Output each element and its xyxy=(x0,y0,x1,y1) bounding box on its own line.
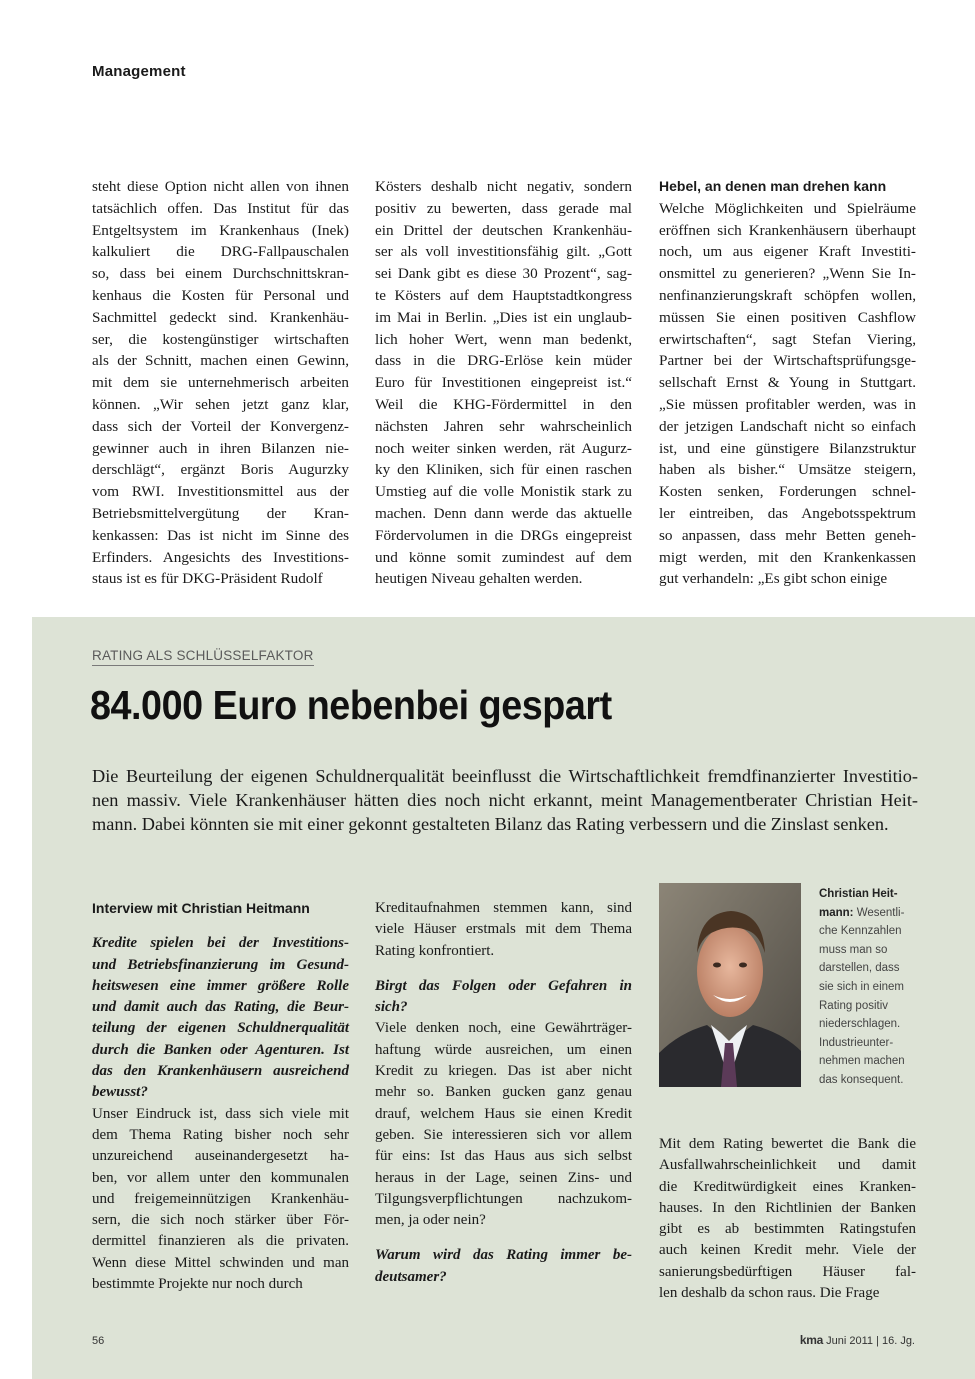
text-line: Kredit zu kriegen. Das ist aber nicht xyxy=(375,1063,632,1080)
text-line: Ausfallwahrscheinlichkeit und damit xyxy=(659,1157,916,1174)
caption-line: das konsequent. xyxy=(819,1073,904,1086)
spacer xyxy=(375,1231,632,1245)
interview-heading: Interview mit Christian Heitmann xyxy=(92,900,310,916)
spacer xyxy=(92,919,349,933)
text-line: ky den Kliniken, sich für einen raschen xyxy=(375,461,632,479)
caption-line: Rating positiv xyxy=(819,999,889,1012)
text-line: ler eintreiben, das Angebotsspektrum xyxy=(659,504,916,522)
text-line: sellschaft Ernst & Young in Stuttgart. xyxy=(659,374,916,392)
interview-column-3 xyxy=(659,1134,916,1304)
text-line: ist, und eine günstigere Bilanzstruktur xyxy=(659,439,916,457)
interview-column-2 xyxy=(375,898,632,1288)
caption-name: Christian Heit- xyxy=(819,888,898,900)
text-line: Kredite spielen bei der Investitions- xyxy=(92,935,349,952)
text-line: mehr so. Banken gucken ganz genau xyxy=(375,1084,632,1101)
top-column-3 xyxy=(659,176,916,590)
text-line: sern, die sich noch stärker über För- xyxy=(92,1212,349,1229)
text-line: Sachmittel gedeckt sind. Krankenhäu- xyxy=(92,308,349,326)
caption-line: Industrieunter- xyxy=(819,1036,894,1049)
text-line: Umstieg auf die volle Monistik stark zu xyxy=(375,483,632,501)
text-line: auch keinen Kredit mehr. Viele der xyxy=(659,1242,916,1259)
text-line: Unser Eindruck ist, dass sich viele mit xyxy=(92,1105,349,1122)
text-line: machen. Denn dann werde das aktuelle xyxy=(375,504,632,522)
text-line: sanierungsbedürftigen Häuser fal- xyxy=(659,1263,916,1280)
text-line: Die Beurteilung der eigenen Schuldnerqualität beeinflusst die Wirtschaftlichkeit fremdfinanzierter Investitio- xyxy=(92,766,918,786)
text-line: Betriebsmittelvergütung der Kran- xyxy=(92,504,349,522)
text-line: positiv zu bewerten, dass gerade mal xyxy=(375,199,632,217)
text-line: dem Thema Rating bisher noch sehr xyxy=(92,1126,349,1143)
text-line: und Betriebsfinanzierung im Gesund- xyxy=(92,956,349,973)
caption-line: muss man so xyxy=(819,943,888,956)
text-line: durch die Banken oder Agenturen. Ist xyxy=(92,1041,349,1058)
text-line: der jetzigen Landschaft nicht so einfach xyxy=(659,417,916,435)
text-line: Erfinders. Angesichts des Investitions- xyxy=(92,548,349,566)
text-line: migt werden, mit den Krankenkassen xyxy=(659,548,916,566)
text-line: nächsten Jahren sehr wahrscheinlich xyxy=(375,417,632,435)
volume: 16. Jg. xyxy=(881,1335,915,1347)
text-line: so, dass bei einem Durchschnittskran- xyxy=(92,265,349,283)
text-line: haben als bisher.“ Umsätze steigern, xyxy=(659,461,916,479)
text-line: erwirtschaften“, sagt Stefan Viering, xyxy=(659,330,916,348)
text-line: als der Schnitt, machen einen Gewinn, xyxy=(92,352,349,370)
text-line: Wenn diese Mittel schwinden und man xyxy=(92,1254,349,1271)
caption-line: darstellen, dass xyxy=(819,962,900,975)
text-line: drauf, welchem Haus sie einen Kredit xyxy=(375,1105,632,1122)
text-line: nen massiv. Viele Krankenhäuser hätten dies noch nicht erkannt, meint Managementberater Christian Heit- xyxy=(92,790,918,810)
text-line: noch weiter sinken werden, rät Augurz- xyxy=(375,439,632,457)
answer-2 xyxy=(375,1018,632,1231)
text-line: bestimmte Projekte nur noch durch xyxy=(92,1276,303,1293)
spacer xyxy=(375,962,632,976)
text-line: gewinner auch in ihren Bilanzen nie- xyxy=(92,439,349,457)
text-line: für eins: Ist das Haus aus sich selbst xyxy=(375,1148,632,1165)
text-line: vom RWI. Investitionsmittel aus der xyxy=(92,483,349,501)
question-2 xyxy=(375,976,632,1019)
caption-line: nehmen machen xyxy=(819,1055,905,1068)
issue-date: Juni 2011 xyxy=(826,1335,873,1347)
text-line: Kosten senken, Forderungen schnel- xyxy=(659,483,916,501)
text-line: Mit dem Rating bewertet die Bank die xyxy=(659,1136,916,1152)
interview-column-1 xyxy=(92,898,349,1295)
text-line: dermittel finanzieren als die privaten. xyxy=(92,1233,349,1250)
text-line: Rating konfrontiert. xyxy=(375,942,495,959)
feature-lead xyxy=(92,764,918,836)
text-line: te Kösters auf dem Hauptstadtkongress xyxy=(375,286,632,304)
text-line: dass in die DRG-Erlöse kein müder xyxy=(375,352,632,370)
text-line: ser als voll investitionsfähig gilt. „Gott xyxy=(375,243,632,261)
text-line: können. „Wir sehen jetzt ganz klar, xyxy=(92,395,349,413)
footer-separator: | xyxy=(876,1335,879,1347)
text-line: deutsamer? xyxy=(375,1268,447,1285)
caption-line: niederschlagen. xyxy=(819,1018,901,1031)
answer-1 xyxy=(92,1104,349,1296)
text-line: sich? xyxy=(375,999,408,1016)
text-line: Entgeltsystem im Krankenhaus (Inek) xyxy=(92,221,349,239)
text-line: kenhaus die Kosten für Personal und xyxy=(92,286,349,304)
text-line: geben. Sie interessieren sich vor allem xyxy=(375,1126,632,1143)
text-line: Weil die KHG-Fördermittel in den xyxy=(375,395,632,413)
top-column-1 xyxy=(92,176,349,590)
text-line: men, ja oder nein? xyxy=(375,1212,486,1229)
caption-line: sie sich in einem xyxy=(819,980,905,993)
caption-line: che Kennzahlen xyxy=(819,925,902,938)
text-line: derschlägt“, ergänzt Boris Augurzky xyxy=(92,461,349,479)
text-line: Partner bei der Wirtschaftsprüfungsge- xyxy=(659,352,916,370)
portrait-illustration xyxy=(659,883,801,1087)
caption-line: Wesentli- xyxy=(856,906,905,919)
page-number: 56 xyxy=(92,1335,105,1347)
text-line: len deshalb da schon raus. Die Frage xyxy=(659,1285,880,1302)
text-line: so anpassen, dass mehr Betten geneh- xyxy=(659,526,916,544)
section-label: Management xyxy=(92,63,186,80)
text-line: teilung der eigenen Schuldnerqualität xyxy=(92,1020,349,1037)
text-line: kenkassen: Das ist nicht im Sinne des xyxy=(92,526,349,544)
top-column-2 xyxy=(375,176,632,590)
text-line: heutigen Niveau gehalten werden. xyxy=(375,570,583,588)
subheading-hebel: Hebel, an denen man drehen kann xyxy=(659,178,887,194)
text-line: ser, die kostengünstiger wirtschaften xyxy=(92,330,349,348)
text-line: dass sich der Vorteil der Konvergenz- xyxy=(92,417,349,435)
top-column-3-text xyxy=(659,198,916,590)
text-line: Warum wird das Rating immer be- xyxy=(375,1247,632,1264)
text-line: tatsächlich offen. Das Institut für das xyxy=(92,199,349,217)
question-3 xyxy=(375,1245,632,1288)
text-line: ein Drittel der deutschen Krankenhäu- xyxy=(375,221,632,239)
text-line: Kreditaufnahmen stemmen kann, sind xyxy=(375,900,632,916)
text-line: noch, um aus eigener Kraft Investiti- xyxy=(659,243,916,261)
text-line: mann. Dabei könnten sie mit einer gekonnt gestalteten Bilanz das Rating verbessern und die Zinslast senken. xyxy=(92,814,889,834)
text-line: Euro für Investitionen eingepreist ist.“ xyxy=(375,374,632,392)
text-line: mit dem sie unternehmerisch arbeiten xyxy=(92,374,349,392)
text-line: sei Dank gibt es diese 30 Prozent“, sag- xyxy=(375,265,632,283)
text-line: nenfinanzierungskraft schöpfen wollen, xyxy=(659,286,916,304)
text-line: eröffnen sich Krankenhäusern überhaupt xyxy=(659,221,916,239)
caption-name-continued: mann: xyxy=(819,906,854,919)
text-line: staus ist es für DKG-Präsident Rudolf xyxy=(92,570,323,588)
text-line: Viele denken noch, eine Gewährträger- xyxy=(375,1020,632,1037)
text-line: ben, vor allem unter den kommunalen xyxy=(92,1169,349,1186)
text-line: steht diese Option nicht allen von ihnen xyxy=(92,178,349,195)
text-line: müssen Sie einen positiven Cashflow xyxy=(659,308,916,326)
issue-footer xyxy=(800,1333,915,1347)
feature-headline: 84.000 Euro nebenbei gespart xyxy=(90,682,612,728)
text-line: und damit auch das Rating, die Beur- xyxy=(92,999,349,1016)
text-line: die Kreditwürdigkeit eines Kranken- xyxy=(659,1178,916,1195)
photo-caption xyxy=(819,885,919,1090)
text-line: bewusst? xyxy=(92,1084,148,1101)
text-line: Kösters deshalb nicht negativ, sondern xyxy=(375,178,632,195)
text-line: onsmittel zu generieren? „Wenn Sie In- xyxy=(659,265,916,283)
text-line: „Sie müssen profitabler werden, was in xyxy=(659,395,916,413)
text-line: Fördervolumen in die DRGs eingepreist xyxy=(375,526,632,544)
text-line: lich hoher Wert, wenn man bedenkt, xyxy=(375,330,632,348)
caption-text xyxy=(819,907,905,1086)
text-line: haftung würde ausreichen, um einen xyxy=(375,1041,632,1058)
portrait-photo xyxy=(659,883,801,1087)
text-line: heraus in der Lage, seinen Zins- und xyxy=(375,1169,632,1186)
text-line: gibt es ab bestimmten Ratingstufen xyxy=(659,1221,916,1238)
text-line: unzureichend auseinandergesetzt ha- xyxy=(92,1148,349,1165)
answer-1-continued xyxy=(375,898,632,962)
text-line: Tilgungsverpflichtungen nachzukom- xyxy=(375,1190,632,1207)
text-line: gut verhandeln: „Es gibt schon einige xyxy=(659,570,888,588)
text-line: Welche Möglichkeiten und Spielräume xyxy=(659,199,916,217)
brand-logo: kma xyxy=(799,1333,824,1347)
text-line: heitswesen eine immer größere Rolle xyxy=(92,977,349,994)
text-line: im Mai in Berlin. „Dies ist ein unglaub- xyxy=(375,308,632,326)
feature-kicker: RATING ALS SCHLÜSSELFAKTOR xyxy=(92,648,314,666)
text-line: Birgt das Folgen oder Gefahren in xyxy=(375,977,632,994)
text-line: kalkuliert die DRG-Fallpauschalen xyxy=(92,243,349,261)
text-line: viele Häuser erstmals mit dem Thema xyxy=(375,921,632,938)
text-line: und könne somit zumindest auf dem xyxy=(375,548,632,566)
text-line: und freigemeinnützigen Krankenhäu- xyxy=(92,1190,349,1207)
text-line: das den Krankenhäusern ausreichend xyxy=(92,1063,349,1080)
question-1 xyxy=(92,933,349,1103)
text-line: hauses. In den Richtlinien der Banken xyxy=(659,1199,916,1216)
